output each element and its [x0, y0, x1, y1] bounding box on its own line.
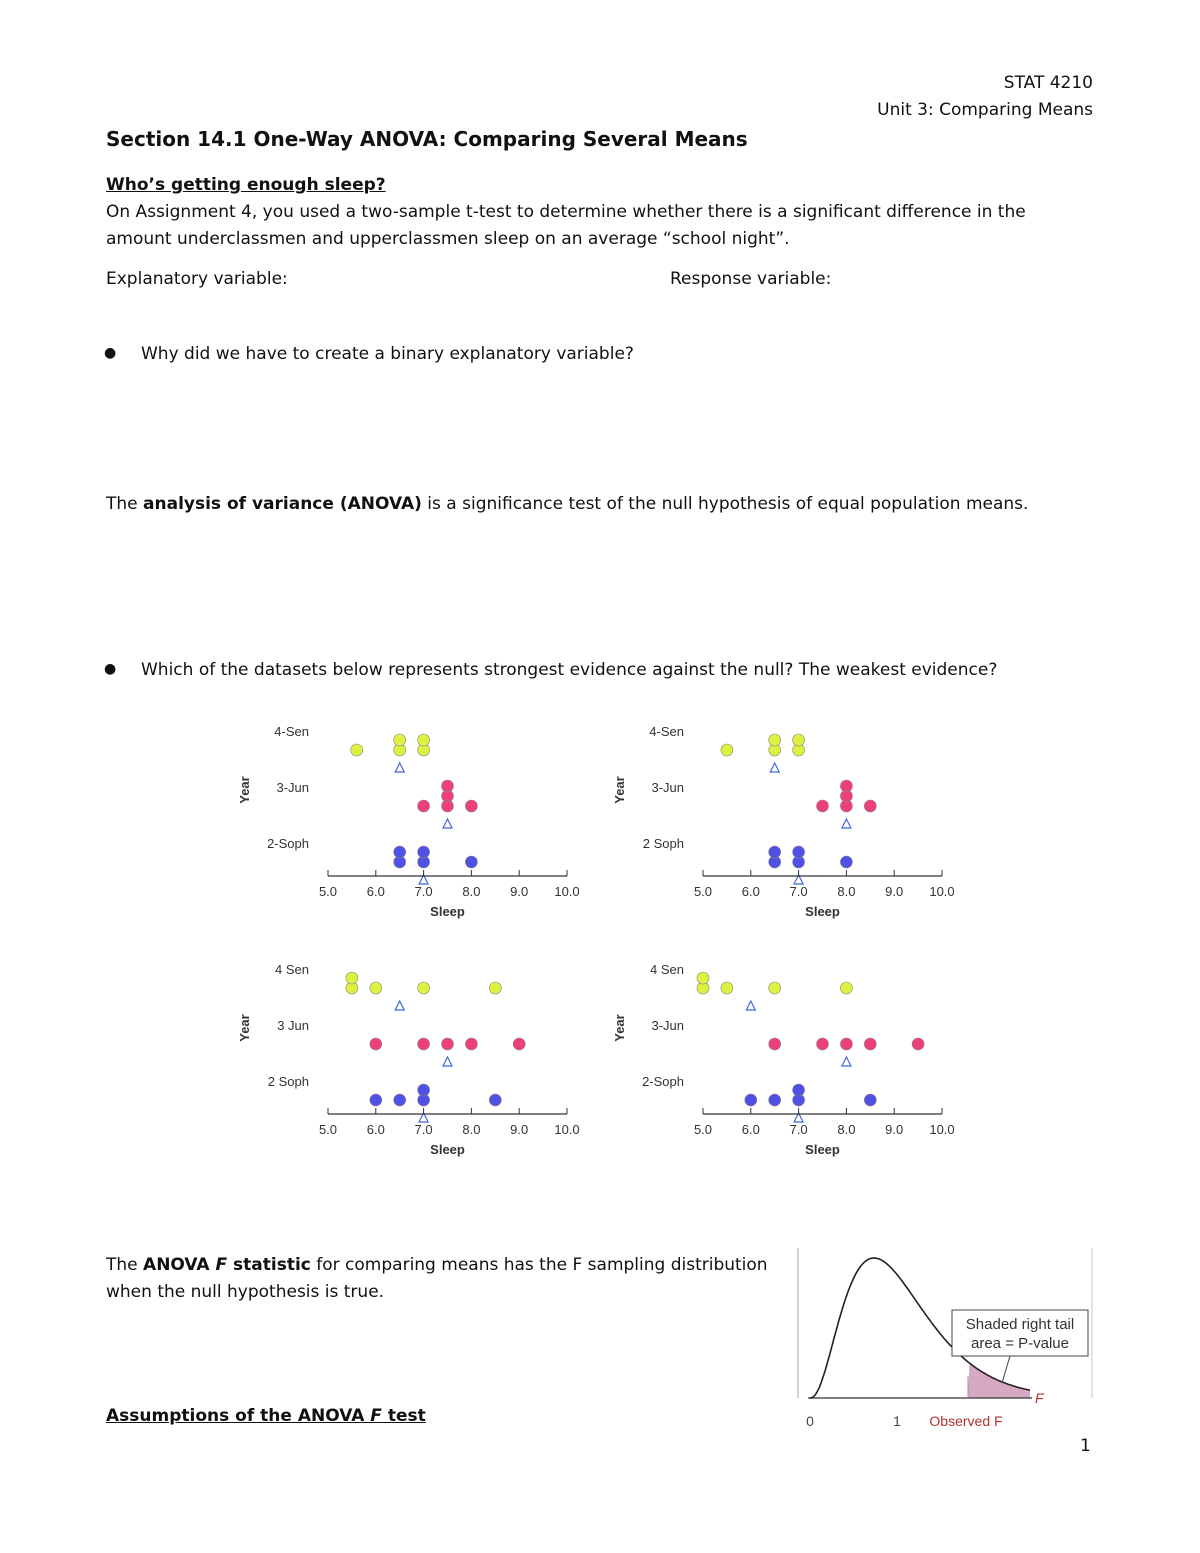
data-point: [370, 982, 382, 994]
data-point: [769, 982, 781, 994]
f-axis-label: F: [1035, 1390, 1044, 1406]
x-tick-label: 5.0: [693, 1122, 713, 1137]
mean-marker: [842, 1057, 851, 1066]
x-tick-label: 7.0: [414, 884, 433, 899]
f-tick-0: 0: [806, 1413, 814, 1429]
data-point: [840, 856, 852, 868]
data-point: [864, 800, 876, 812]
x-tick-label: 8.0: [462, 1122, 481, 1137]
dotplot-panel-4: [590, 950, 970, 1165]
data-point: [817, 1038, 829, 1050]
data-point: [864, 1094, 876, 1106]
data-point: [351, 744, 363, 756]
dotplot-panel-3: [215, 950, 595, 1165]
x-tick-label: 10.0: [554, 884, 580, 899]
intro-heading: Who’s getting enough sleep?: [106, 175, 386, 195]
data-point: [840, 1038, 852, 1050]
response-label: Response variable:: [670, 269, 832, 289]
data-point: [793, 1084, 805, 1096]
mean-marker: [395, 1001, 404, 1010]
group-label: 3-Jun: [651, 1018, 684, 1033]
data-point: [769, 734, 781, 746]
group-label: 3-Jun: [651, 780, 684, 795]
x-tick-label: 6.0: [366, 1122, 385, 1137]
mean-marker: [443, 1057, 452, 1066]
x-tick-label: 9.0: [885, 1122, 904, 1137]
data-point: [840, 982, 852, 994]
data-point: [721, 744, 733, 756]
group-label: 3 Jun: [277, 1018, 309, 1033]
data-point: [769, 1038, 781, 1050]
data-point: [489, 982, 501, 994]
data-point: [370, 1094, 382, 1106]
group-label: 2-Soph: [642, 1074, 684, 1089]
data-point: [346, 972, 358, 984]
x-tick-label: 10.0: [929, 1122, 955, 1137]
section-title: Section 14.1 One-Way ANOVA: Comparing Several Means: [106, 127, 748, 151]
x-tick-label: 9.0: [885, 884, 904, 899]
intro-text: On Assignment 4, you used a two-sample t-test to determine whether there is a significant difference in the amount underclassmen and upperclassmen sleep on an average “school night”.: [106, 202, 1026, 249]
y-axis-title: Year: [237, 1014, 252, 1042]
group-label: 4 Sen: [275, 962, 309, 977]
explanatory-label: Explanatory variable:: [106, 269, 288, 289]
y-axis-title: Year: [237, 776, 252, 804]
x-axis-title: Sleep: [430, 1142, 465, 1157]
x-tick-label: 8.0: [837, 884, 856, 899]
x-tick-label: 6.0: [741, 1122, 760, 1137]
course-code: STAT 4210: [1003, 73, 1093, 93]
data-point: [817, 800, 829, 812]
f-tick-1: 1: [893, 1413, 901, 1429]
data-point: [418, 734, 430, 746]
x-tick-label: 9.0: [510, 1122, 529, 1137]
data-point: [418, 800, 430, 812]
question-2: Which of the datasets below represents strongest evidence against the null? The weakest evidence?: [141, 660, 998, 680]
data-point: [394, 1094, 406, 1106]
anova-term: analysis of variance (ANOVA): [143, 494, 422, 514]
page-number: 1: [1080, 1436, 1091, 1456]
dotplot-panel-1: [215, 712, 595, 927]
x-tick-label: 6.0: [366, 884, 385, 899]
y-axis-title: Year: [612, 776, 627, 804]
f-statistic-text: The ANOVA F statistic for comparing means has the F sampling distribution when the null hypothesis is true.: [106, 1255, 768, 1302]
group-label: 4-Sen: [274, 724, 309, 739]
x-tick-label: 5.0: [318, 1122, 338, 1137]
data-point: [394, 734, 406, 746]
data-point: [489, 1094, 501, 1106]
data-point: [793, 734, 805, 746]
data-point: [465, 856, 477, 868]
group-label: 3-Jun: [276, 780, 309, 795]
y-axis-title: Year: [612, 1014, 627, 1042]
data-point: [769, 846, 781, 858]
f-distribution-figure: [790, 1248, 1100, 1438]
data-point: [465, 800, 477, 812]
data-point: [418, 982, 430, 994]
assumptions-heading: Assumptions of the ANOVA F test: [106, 1406, 426, 1426]
data-point: [840, 780, 852, 792]
x-tick-label: 7.0: [789, 1122, 808, 1137]
mean-marker: [746, 1001, 755, 1010]
data-point: [745, 1094, 757, 1106]
data-point: [418, 1084, 430, 1096]
group-label: 4-Sen: [649, 724, 684, 739]
group-label: 2 Soph: [267, 1074, 309, 1089]
dotplot-panel-2: [590, 712, 970, 927]
data-point: [912, 1038, 924, 1050]
label-pointer: [1002, 1356, 1010, 1383]
data-point: [721, 982, 733, 994]
bullet-icon: ●: [104, 345, 117, 361]
x-tick-label: 10.0: [929, 884, 955, 899]
group-label: 2 Soph: [642, 836, 684, 851]
x-tick-label: 8.0: [462, 884, 481, 899]
x-tick-label: 8.0: [837, 1122, 856, 1137]
data-point: [370, 1038, 382, 1050]
label-line-1: Shaded right tail: [965, 1316, 1075, 1333]
x-tick-label: 5.0: [318, 884, 338, 899]
mean-marker: [443, 819, 452, 828]
x-tick-label: 7.0: [789, 884, 808, 899]
data-point: [418, 846, 430, 858]
mean-marker: [842, 819, 851, 828]
data-point: [769, 1094, 781, 1106]
data-point: [442, 780, 454, 792]
mean-marker: [395, 763, 404, 772]
data-point: [465, 1038, 477, 1050]
data-point: [697, 972, 709, 984]
x-tick-label: 10.0: [554, 1122, 580, 1137]
x-tick-label: 7.0: [414, 1122, 433, 1137]
x-tick-label: 6.0: [741, 884, 760, 899]
mean-marker: [770, 763, 779, 772]
data-point: [394, 846, 406, 858]
group-label: 4 Sen: [650, 962, 684, 977]
data-point: [418, 1038, 430, 1050]
data-point: [864, 1038, 876, 1050]
anova-definition: The analysis of variance (ANOVA) is a significance test of the null hypothesis of equal population means.: [106, 494, 1029, 514]
unit-title: Unit 3: Comparing Means: [877, 100, 1093, 120]
observed-f-label: Observed F: [929, 1413, 1003, 1429]
x-tick-label: 5.0: [693, 884, 713, 899]
data-point: [513, 1038, 525, 1050]
question-1: Why did we have to create a binary explanatory variable?: [141, 344, 634, 364]
bullet-icon: ●: [104, 661, 117, 677]
x-axis-title: Sleep: [805, 1142, 840, 1157]
data-point: [793, 846, 805, 858]
label-line-2: area = P-value: [971, 1335, 1069, 1352]
data-point: [442, 1038, 454, 1050]
x-axis-title: Sleep: [430, 904, 465, 919]
x-axis-title: Sleep: [805, 904, 840, 919]
x-tick-label: 9.0: [510, 884, 529, 899]
group-label: 2-Soph: [267, 836, 309, 851]
